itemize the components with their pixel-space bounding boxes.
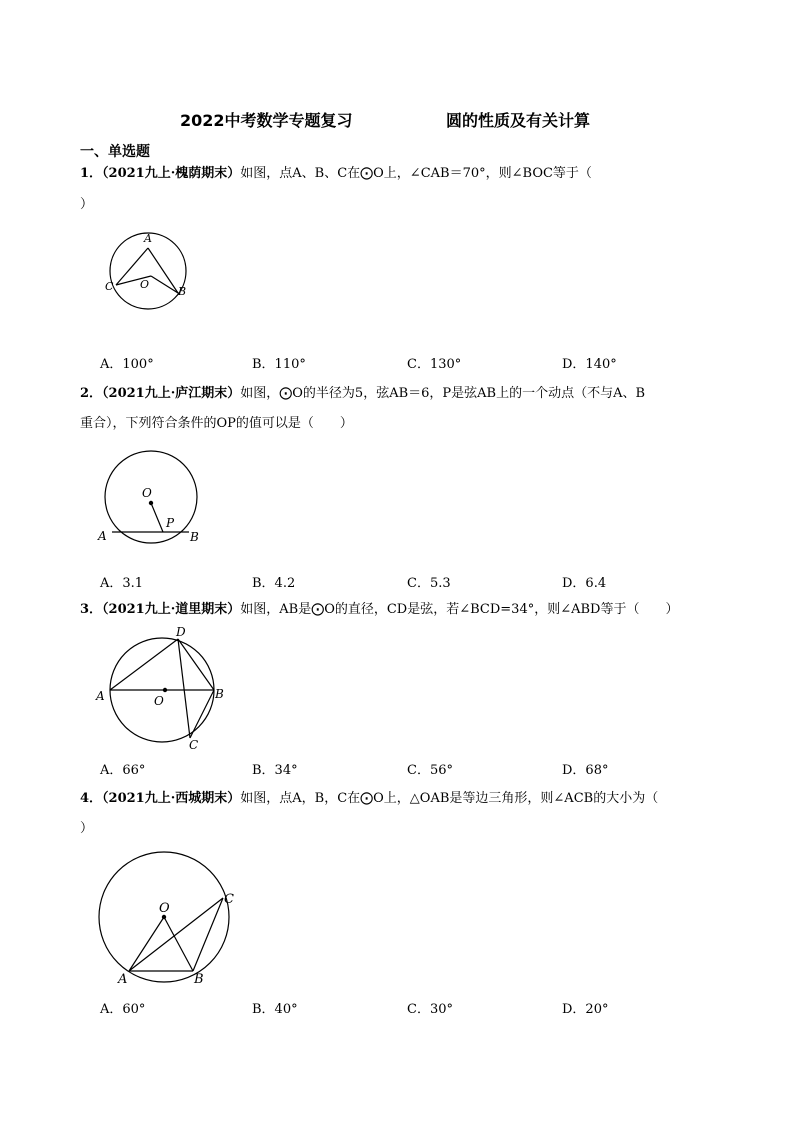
question-1-number: 1． [80,166,103,181]
q2-label-b: B [190,530,199,544]
question-3-text: 如图，AB是⨀O的直径，CD是弦，若∠BCD=34°，则∠ABD等于（ ） [240,602,679,617]
q4-label-a: A [118,972,128,987]
q4-option-a[interactable]: A．60° [100,1002,146,1017]
question-1-text: 如图，点A、B、C在⨀O上，∠CAB＝70°，则∠BOC等于（ [240,166,592,181]
question-2-line2: 重合），下列符合条件的OP的值可以是（ ） [80,416,353,431]
question-2-figure [95,448,210,548]
page-title-left: 2022中考数学专题复习 [180,111,353,130]
q4-label-c: C [224,892,234,907]
question-4-text: 如图，点A，B，C在⨀O上，△OAB是等边三角形，则∠ACB的大小为（ [240,791,659,806]
question-1-line2: ） [80,197,94,212]
q4-option-d[interactable]: D．20° [562,1002,609,1017]
q2-label-o: O [142,486,152,500]
q1-option-d[interactable]: D．140° [562,357,617,372]
q3-option-b[interactable]: B．34° [252,763,298,778]
q1-label-a: A [144,232,152,245]
q3-label-b: B [215,687,224,701]
question-1-line1 [80,164,592,184]
question-2-text: 如图，⨀O的半径为5，弦AB＝6，P是弦AB上的一个动点（不与A、B [240,386,646,401]
q4-label-b: B [194,972,204,987]
q2-option-c[interactable]: C．5.3 [407,576,451,591]
q3-label-c: C [189,738,199,752]
q4-label-o: O [159,901,170,916]
question-4-number: 4． [80,791,103,806]
question-3-figure [92,626,232,752]
question-4-line2: ） [80,821,94,836]
section-label: 一、单选题 [80,144,150,160]
q3-option-d[interactable]: D．68° [562,763,609,778]
question-4-figure [95,851,245,987]
q1-option-c[interactable]: C．130° [407,357,462,372]
q1-option-a[interactable]: A．100° [100,357,154,372]
q3-option-a[interactable]: A．66° [100,763,146,778]
question-2-number: 2． [80,386,103,401]
q2-label-p: P [166,516,175,530]
question-3-source: （2021九上·道里期末） [102,602,241,617]
q1-label-b: B [178,285,187,298]
q2-label-a: A [98,529,107,543]
question-2-line1 [80,384,645,404]
q3-label-d: D [176,626,186,639]
question-3-line1 [80,600,678,620]
question-2-source: （2021九上·庐江期末） [102,386,241,401]
question-4-source: （2021九上·西城期末） [102,791,241,806]
q1-label-c: C [105,280,114,293]
q2-option-b[interactable]: B．4.2 [252,576,296,591]
q2-option-d[interactable]: D．6.4 [562,576,607,591]
question-1-figure [100,226,200,318]
q4-option-c[interactable]: C．30° [407,1002,453,1017]
q3-option-c[interactable]: C．56° [407,763,453,778]
question-4-line1 [80,789,658,809]
page-title-right: 圆的性质及有关计算 [446,111,591,130]
q4-option-b[interactable]: B．40° [252,1002,298,1017]
q3-label-a: A [96,689,105,703]
q2-option-a[interactable]: A．3.1 [100,576,144,591]
q1-option-b[interactable]: B．110° [252,357,306,372]
question-3-number: 3． [80,602,103,617]
q3-label-o: O [154,694,164,708]
question-1-source: （2021九上·槐荫期末） [102,166,241,181]
q1-label-o: O [140,278,150,291]
